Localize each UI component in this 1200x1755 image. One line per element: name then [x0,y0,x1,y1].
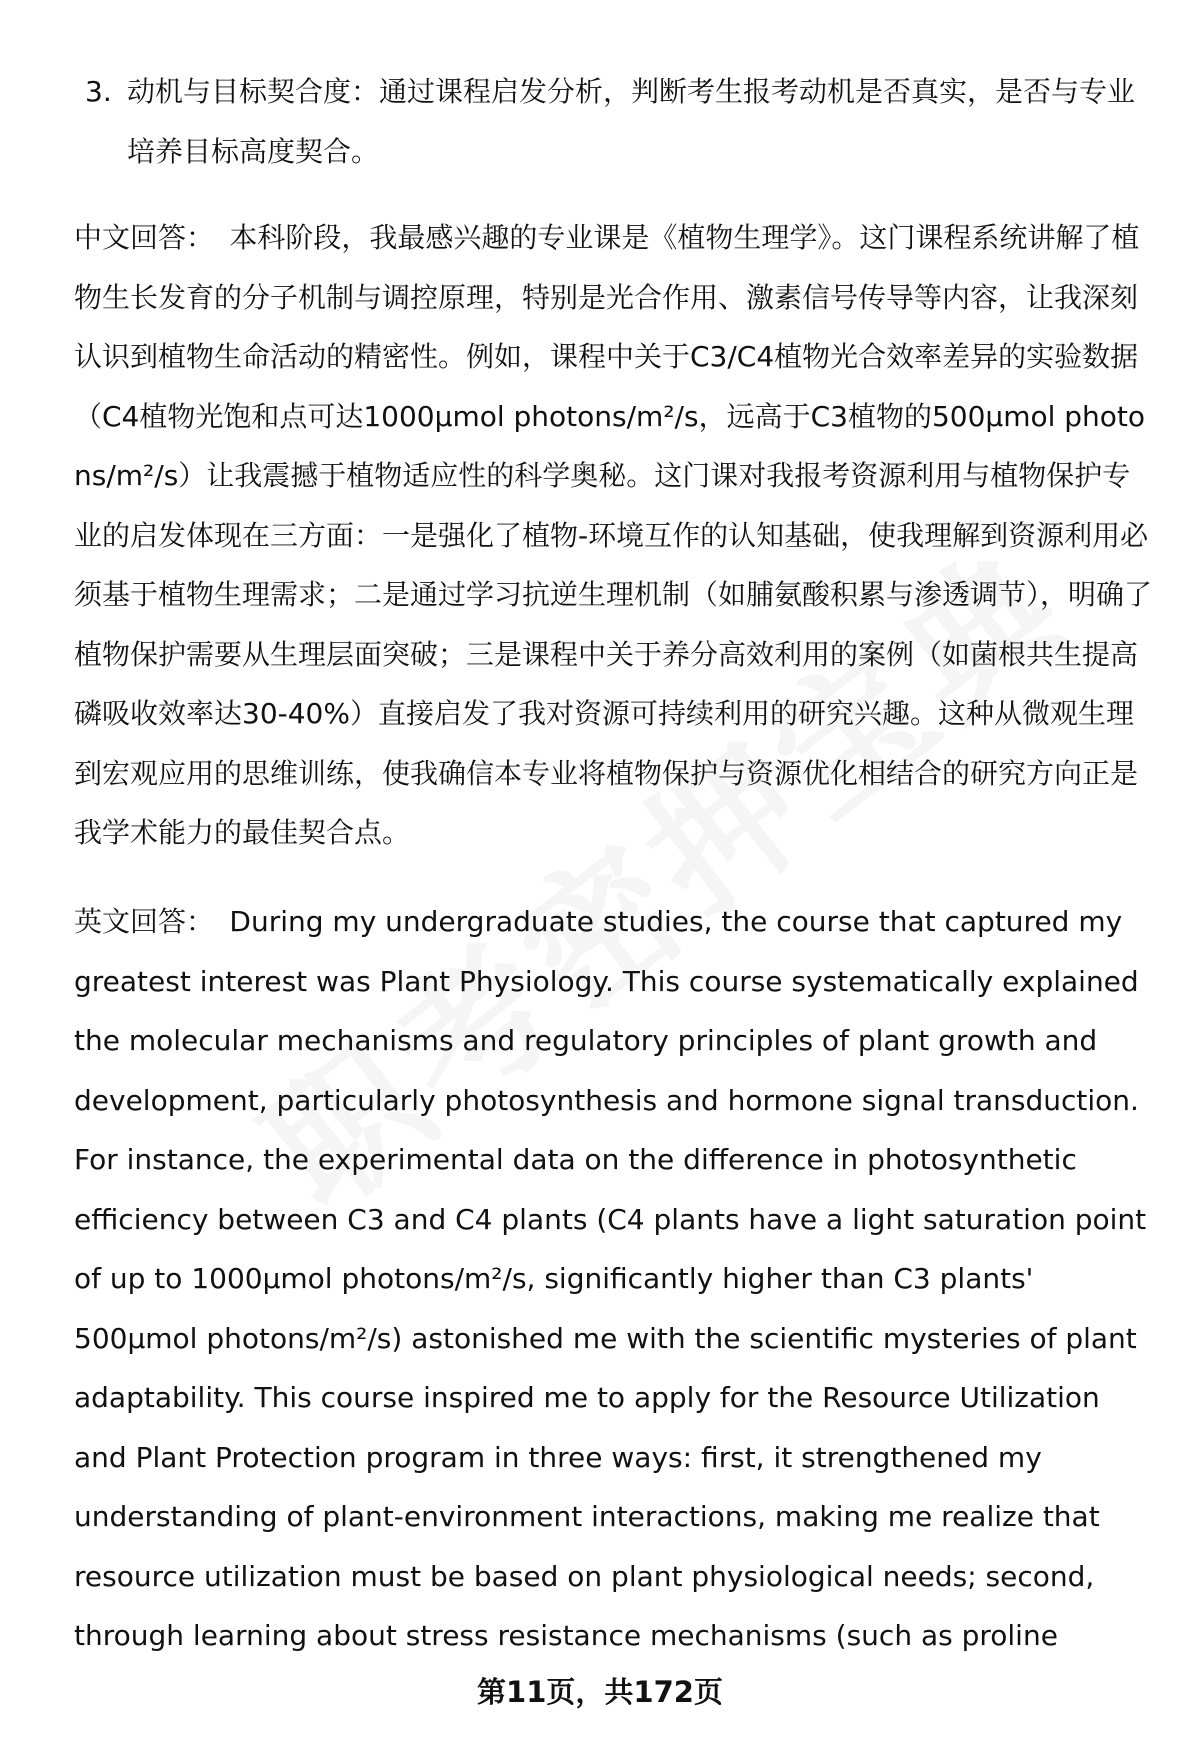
evaluation-point-item [85,62,1155,182]
evaluation-point-text: 动机与目标契合度：通过课程启发分析，判断考生报考动机是否真实，是否与专业培养目标高度契合。 [127,75,1136,168]
page-number-footer: 第11页，共172页 [477,1675,723,1709]
english-answer-text: During my undergraduate studies, the course that captured my greatest interest was Plant Physiology. This course systematically explained the molecular mechanisms and regulatory principles of plant growth and development, particularly photosynthesis and hormone signal transduction. For instance, the experimental data on the difference in photosynthetic efficiency between C3 and C4 plants (C4 plants have a light saturation point of up to 1000μmol photons/m²/s, significantly higher than C3 plants' 500μmol photons/m²/s) astonished me with the scientific mysteries of plant adaptability. This course inspired me to apply for the Resource Utilization and Plant Protection program in three ways: first, it strengthened my understanding of plant-environment interactions, making me realize that resource utilization must be based on plant physiological needs; second, through learning about stress resistance mechanisms (such as proline [74,905,1147,1652]
chinese-answer-label: 中文回答： [74,221,215,254]
english-answer-label: 英文回答： [74,905,215,938]
chinese-answer-text: 本科阶段，我最感兴趣的专业课是《植物生理学》。这门课程系统讲解了植物生长发育的分子机制与调控原理，特别是光合作用、激素信号传导等内容，让我深刻认识到植物生命活动的精密性。例如，课程中关于C3/C4植物光合效率差异的实验数据（C4植物光饱和点可达1000μmol photons/m²/s，远高于C3植物的500μmol photons/m²/s）让我震撼于植物适应性的科学奥秘。这门课对我报考资源利用与植物保护专业的启发体现在三方面：一是强化了植物-环境互作的认知基础，使我理解到资源利用必须基于植物生理需求；二是通过学习抗逆生理机制（如脯氨酸积累与渗透调节），明确了植物保护需要从生理层面突破；三是课程中关于养分高效利用的案例（如菌根共生提高磷吸收效率达30-40%）直接启发了我对资源可持续利用的研究兴趣。这种从微观生理到宏观应用的思维训练，使我确信本专业将植物保护与资源优化相结合的研究方向正是我学术能力的最佳契合点。 [74,221,1153,849]
list-marker: 3. [85,75,112,108]
english-answer-paragraph [74,892,1156,1666]
chinese-answer-paragraph [74,208,1156,863]
